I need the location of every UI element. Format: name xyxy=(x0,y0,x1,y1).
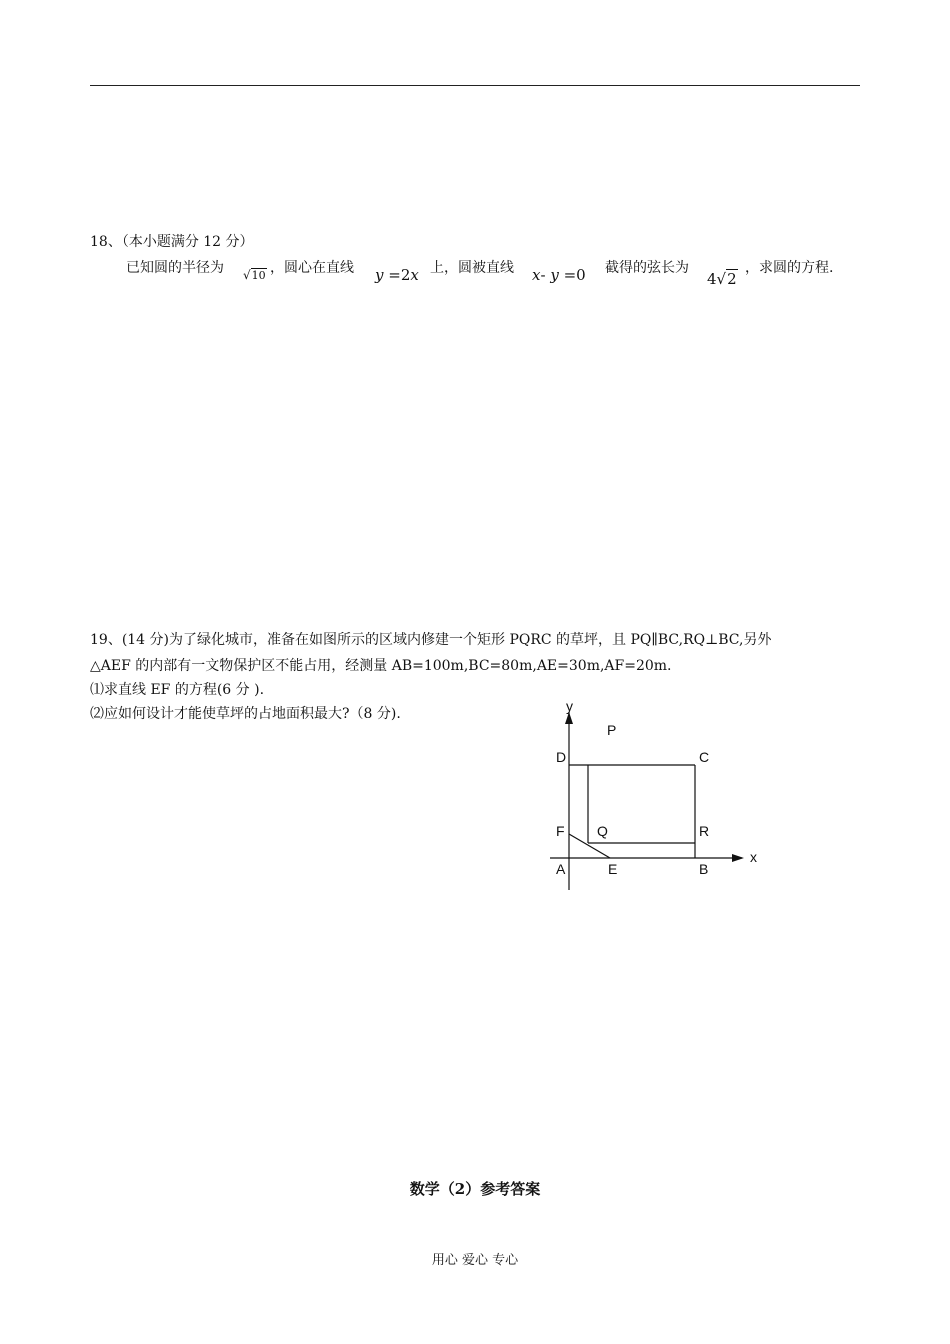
label-C: C xyxy=(699,749,710,765)
label-x: x xyxy=(750,849,757,865)
label-F: F xyxy=(556,823,565,839)
label-D: D xyxy=(556,749,567,765)
q18-text-c: 上，圆被直线 xyxy=(430,260,514,276)
q18-line2-equation: x- y =0 xyxy=(532,266,586,284)
q19-line1: 19、(14 分)为了绿化城市，准备在如图所示的区域内修建一个矩形 PQRC 的草坪，且 PQ∥BC,RQ⊥BC,另外 xyxy=(90,632,772,648)
q19-figure xyxy=(540,690,780,900)
label-Q: Q xyxy=(597,823,608,839)
answer-heading: 数学（2）参考答案 xyxy=(409,1180,541,1198)
q18-chord-length: 4√2 xyxy=(707,270,737,288)
label-E: E xyxy=(608,861,618,877)
q18-radius: √10 xyxy=(243,268,266,282)
q18-text-a: 已知圆的半径为 xyxy=(126,260,224,276)
q18-header: 18、（本小题满分 12 分） xyxy=(90,234,254,250)
q18-line1-equation: y =2x xyxy=(375,266,419,284)
q19-part1: ⑴求直线 EF 的方程(6 分 ). xyxy=(90,682,265,698)
x-axis-arrow xyxy=(732,854,744,862)
q18-text-d: 截得的弦长为 xyxy=(605,260,689,276)
label-R: R xyxy=(699,823,710,839)
label-y: y xyxy=(566,698,573,714)
header-rule xyxy=(90,85,860,86)
q19-line2: △AEF 的内部有一文物保护区不能占用，经测量 AB=100m,BC=80m,AE=30m,AF=20m. xyxy=(90,658,672,674)
label-B: B xyxy=(699,861,709,877)
label-P: P xyxy=(607,722,617,738)
q18-text-b: ，圆心在直线 xyxy=(270,260,354,276)
q18-text-e: ，求圆的方程. xyxy=(745,260,834,276)
label-A: A xyxy=(556,861,566,877)
page-footer: 用心 爱心 专心 xyxy=(431,1253,519,1268)
q19-part2: ⑵应如何设计才能使草坪的占地面积最大?（8 分). xyxy=(90,706,401,722)
